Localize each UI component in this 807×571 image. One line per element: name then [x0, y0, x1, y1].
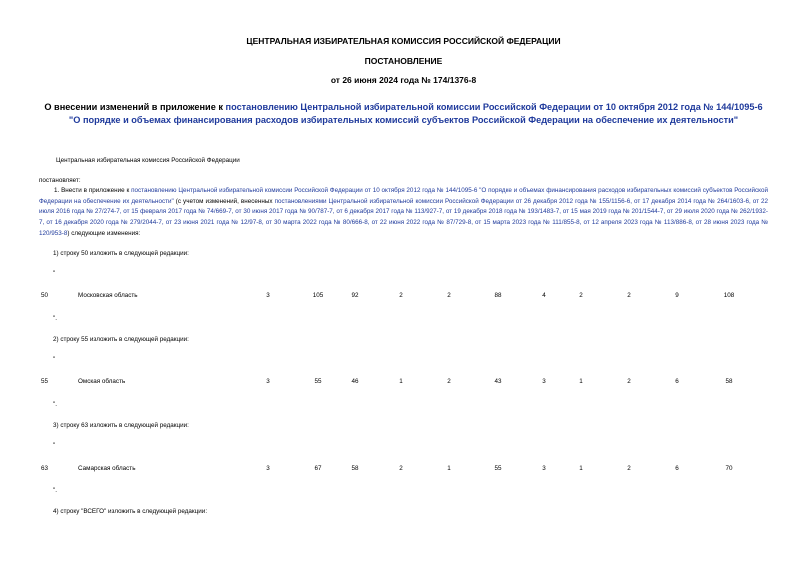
- table-cell: 55: [494, 465, 502, 472]
- open-quote: ": [53, 356, 56, 363]
- table-cell: 3: [266, 292, 270, 299]
- document-title-link[interactable]: постановлению Центральной избирательной комиссии Российской Федерации от 10 октября 2012 года № 144/1095-6 "О порядке и объемах финансирования расходов избирательных комиссий субъектов Российской Федерации на обеспечение их деятельности": [68, 102, 763, 125]
- table-cell: 46: [351, 378, 359, 385]
- table-cell: 4: [542, 292, 546, 299]
- close-quote: ".: [53, 315, 57, 322]
- region-name: Московская область: [78, 292, 138, 299]
- region-name: Самарская область: [78, 465, 136, 472]
- table-cell: 92: [351, 292, 359, 299]
- paragraph-1-middle: (с учетом изменений, внесенных: [173, 197, 275, 205]
- table-cell: 58: [725, 378, 733, 385]
- row-number: 50: [41, 292, 49, 299]
- paragraph-1-suffix: ) следующие изменения:: [67, 229, 141, 237]
- table-cell: 2: [447, 378, 451, 385]
- table-row: [0, 292, 807, 303]
- table-cell: 2: [627, 378, 631, 385]
- paragraph-1: [39, 186, 768, 240]
- close-quote: ".: [53, 401, 57, 408]
- table-cell: 3: [266, 378, 270, 385]
- table-cell: 9: [675, 292, 679, 299]
- document-type: ПОСТАНОВЛЕНИЕ: [364, 56, 443, 66]
- open-quote: ": [53, 270, 56, 277]
- table-cell: 3: [542, 465, 546, 472]
- table-cell: 2: [579, 292, 583, 299]
- amendment-instruction: 2) строку 55 изложить в следующей редакции:: [53, 336, 189, 343]
- table-cell: 58: [351, 465, 359, 472]
- table-cell: 108: [723, 292, 735, 299]
- table-cell: 105: [312, 292, 324, 299]
- document-date-number: от 26 июня 2024 года № 174/1376-8: [330, 75, 477, 85]
- table-row: [0, 465, 807, 476]
- table-cell: 1: [399, 378, 403, 385]
- table-cell: 2: [399, 465, 403, 472]
- close-quote: ".: [53, 487, 57, 494]
- table-row: [0, 378, 807, 389]
- paragraph-1-prefix: 1. Внести в приложение к: [54, 187, 132, 194]
- table-cell: 43: [494, 378, 502, 385]
- amendment-instruction: 4) строку "ВСЕГО" изложить в следующей редакции:: [53, 508, 208, 515]
- table-cell: 2: [399, 292, 403, 299]
- issuer-line: Центральная избирательная комиссия Российской Федерации: [56, 157, 240, 164]
- row-number: 55: [41, 378, 49, 385]
- document-title-prefix: О внесении изменений в приложение к: [44, 102, 226, 112]
- table-cell: 3: [266, 465, 270, 472]
- table-cell: 3: [542, 378, 546, 385]
- region-name: Омская область: [78, 378, 126, 385]
- table-cell: 1: [579, 378, 583, 385]
- table-cell: 1: [579, 465, 583, 472]
- table-cell: 67: [314, 465, 322, 472]
- paragraph-1-amendments-link[interactable]: постановлениями Центральной избирательной комиссии Российской Федерации от 26 декабря 2012 года № 155/1156-6, от 17 декабря 2014 года № 264/1603-6, от 22 июля 2016 года № 27/274-7, от 15 февраля 2017 года № 74/669-7, от 30 июня 2017 года № 90/787-7, от 6 декабря 2017 года № 113/927-7, от 19 декабря 2018 года № 193/1483-7, от 15 мая 2019 года № 201/1544-7, от 29 июля 2020 года № 262/1932-7, от 16 декабря 2020 года № 279/2044-7, от 23 июня 2021 года № 12/97-8, от 30 марта 2022 года № 80/666-8, от 22 июня 2022 года № 87/729-8, от 15 марта 2023 года № 111/855-8, от 12 апреля 2023 года № 113/886-8, от 28 июня 2023 года № 120/953-8: [39, 197, 768, 237]
- table-cell: 2: [627, 292, 631, 299]
- paragraph-1-base-link[interactable]: постановлению Центральной избирательной комиссии Российской Федерации от 10 октября 2012 года № 144/1095-6 "О порядке и объемах финансирования расходов избирательных комиссий субъектов Российской Федерации на обеспечение их деятельности": [39, 187, 768, 205]
- table-cell: 6: [675, 465, 679, 472]
- table-cell: 2: [627, 465, 631, 472]
- row-number: 63: [41, 465, 49, 472]
- table-cell: 2: [447, 292, 451, 299]
- resolves-line: постановляет:: [39, 177, 81, 184]
- table-cell: 70: [725, 465, 733, 472]
- amendment-instruction: 1) строку 50 изложить в следующей редакции:: [53, 250, 189, 257]
- table-cell: 88: [494, 292, 502, 299]
- table-cell: 55: [314, 378, 322, 385]
- amendment-instruction: 3) строку 63 изложить в следующей редакции:: [53, 422, 189, 429]
- table-cell: 1: [447, 465, 451, 472]
- document-title: [40, 101, 767, 127]
- table-cell: 6: [675, 378, 679, 385]
- open-quote: ": [53, 442, 56, 449]
- issuing-authority: ЦЕНТРАЛЬНАЯ ИЗБИРАТЕЛЬНАЯ КОМИССИЯ РОССИЙСКОЙ ФЕДЕРАЦИИ: [246, 36, 561, 46]
